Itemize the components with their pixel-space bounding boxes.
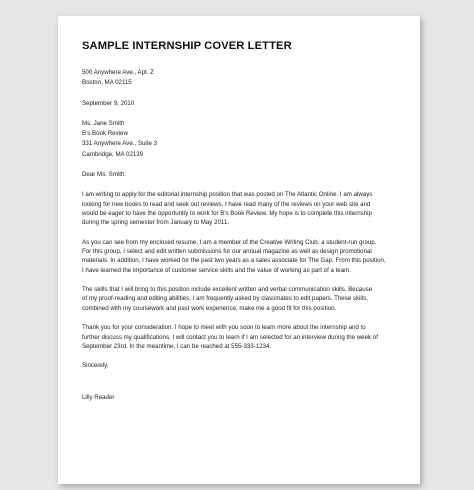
recipient-street: 331 Anywhere Ave., Suite 3	[82, 140, 157, 148]
date-block	[82, 99, 394, 109]
paragraph-line: Thank you for your consideration. I hope to meet with you soon to learn more about the internship and to	[82, 324, 366, 332]
sender-city: Boston, MA 02115	[82, 79, 132, 87]
paragraph-line: of my proof-reading and editing abilities, I am frequently asked by classmates to edit papers. These skills,	[82, 295, 368, 303]
signature-name: Lilly Reader	[82, 394, 115, 402]
letter-page	[58, 16, 420, 484]
paragraph-line: further discuss my qualifications. I will contact you to learn if I am selected for an interview during the week of	[82, 333, 378, 341]
letter-date: September 9, 2010	[82, 99, 135, 107]
paragraph-line: As you can see from my enclosed resume, I am a member of the Creative Writing Club, a student-run group.	[82, 238, 377, 246]
sender-address	[82, 68, 394, 88]
signature-space	[82, 371, 394, 393]
body-paragraph-2	[82, 238, 394, 275]
recipient-city: Cambridge, MA 02139	[82, 150, 144, 158]
paragraph-line: looking for new books to read and seek out reviews. I have read many of the reviews on your web site and	[82, 200, 371, 208]
body-paragraph-3	[82, 285, 394, 313]
paragraph-line: during the spring semester from January to May 2011.	[82, 219, 229, 227]
body-paragraph-1	[82, 190, 394, 227]
paragraph-line: I am writing to apply for the editorial internship position that was posted on The Atlantic Online. I am always	[82, 191, 373, 199]
body-paragraph-4	[82, 323, 394, 351]
paragraph-line: would be eager to have the opportunity to work for B's Book Review. My hope is to complete this internship	[82, 209, 372, 217]
paragraph-line: I have learned the importance of customer service skills and the value of working as part of a team.	[82, 266, 351, 274]
salutation-block	[82, 170, 394, 180]
letter-content	[82, 40, 394, 404]
paragraph-line: materials. In addition, I have worked for the past two years as a sales associate for The Gap. From this position,	[82, 257, 386, 265]
recipient-name: Ms. Jane Smith	[82, 119, 125, 127]
paragraph-line: For this group, I select and edit written submissions for our annual magazine as well as design promotional	[82, 248, 372, 256]
paragraph-line: September 23rd. In the meantime, I can be reached at 555-333-1234.	[82, 342, 272, 350]
paragraph-line: combined with my coursework and past work experience, make me a good fit for this position.	[82, 304, 337, 312]
recipient-address	[82, 119, 394, 160]
sender-street: 500 Anywhere Ave., Apt. Z	[82, 69, 154, 76]
letter-title: SAMPLE INTERNSHIP COVER LETTER	[82, 40, 292, 52]
recipient-company: B's Book Review	[82, 130, 128, 138]
closing: Sincerely,	[82, 362, 109, 370]
salutation: Dear Ms. Smith:	[82, 170, 127, 178]
paragraph-line: The skills that I will bring to this position include excellent written and verbal communication skills. Because	[82, 286, 373, 294]
